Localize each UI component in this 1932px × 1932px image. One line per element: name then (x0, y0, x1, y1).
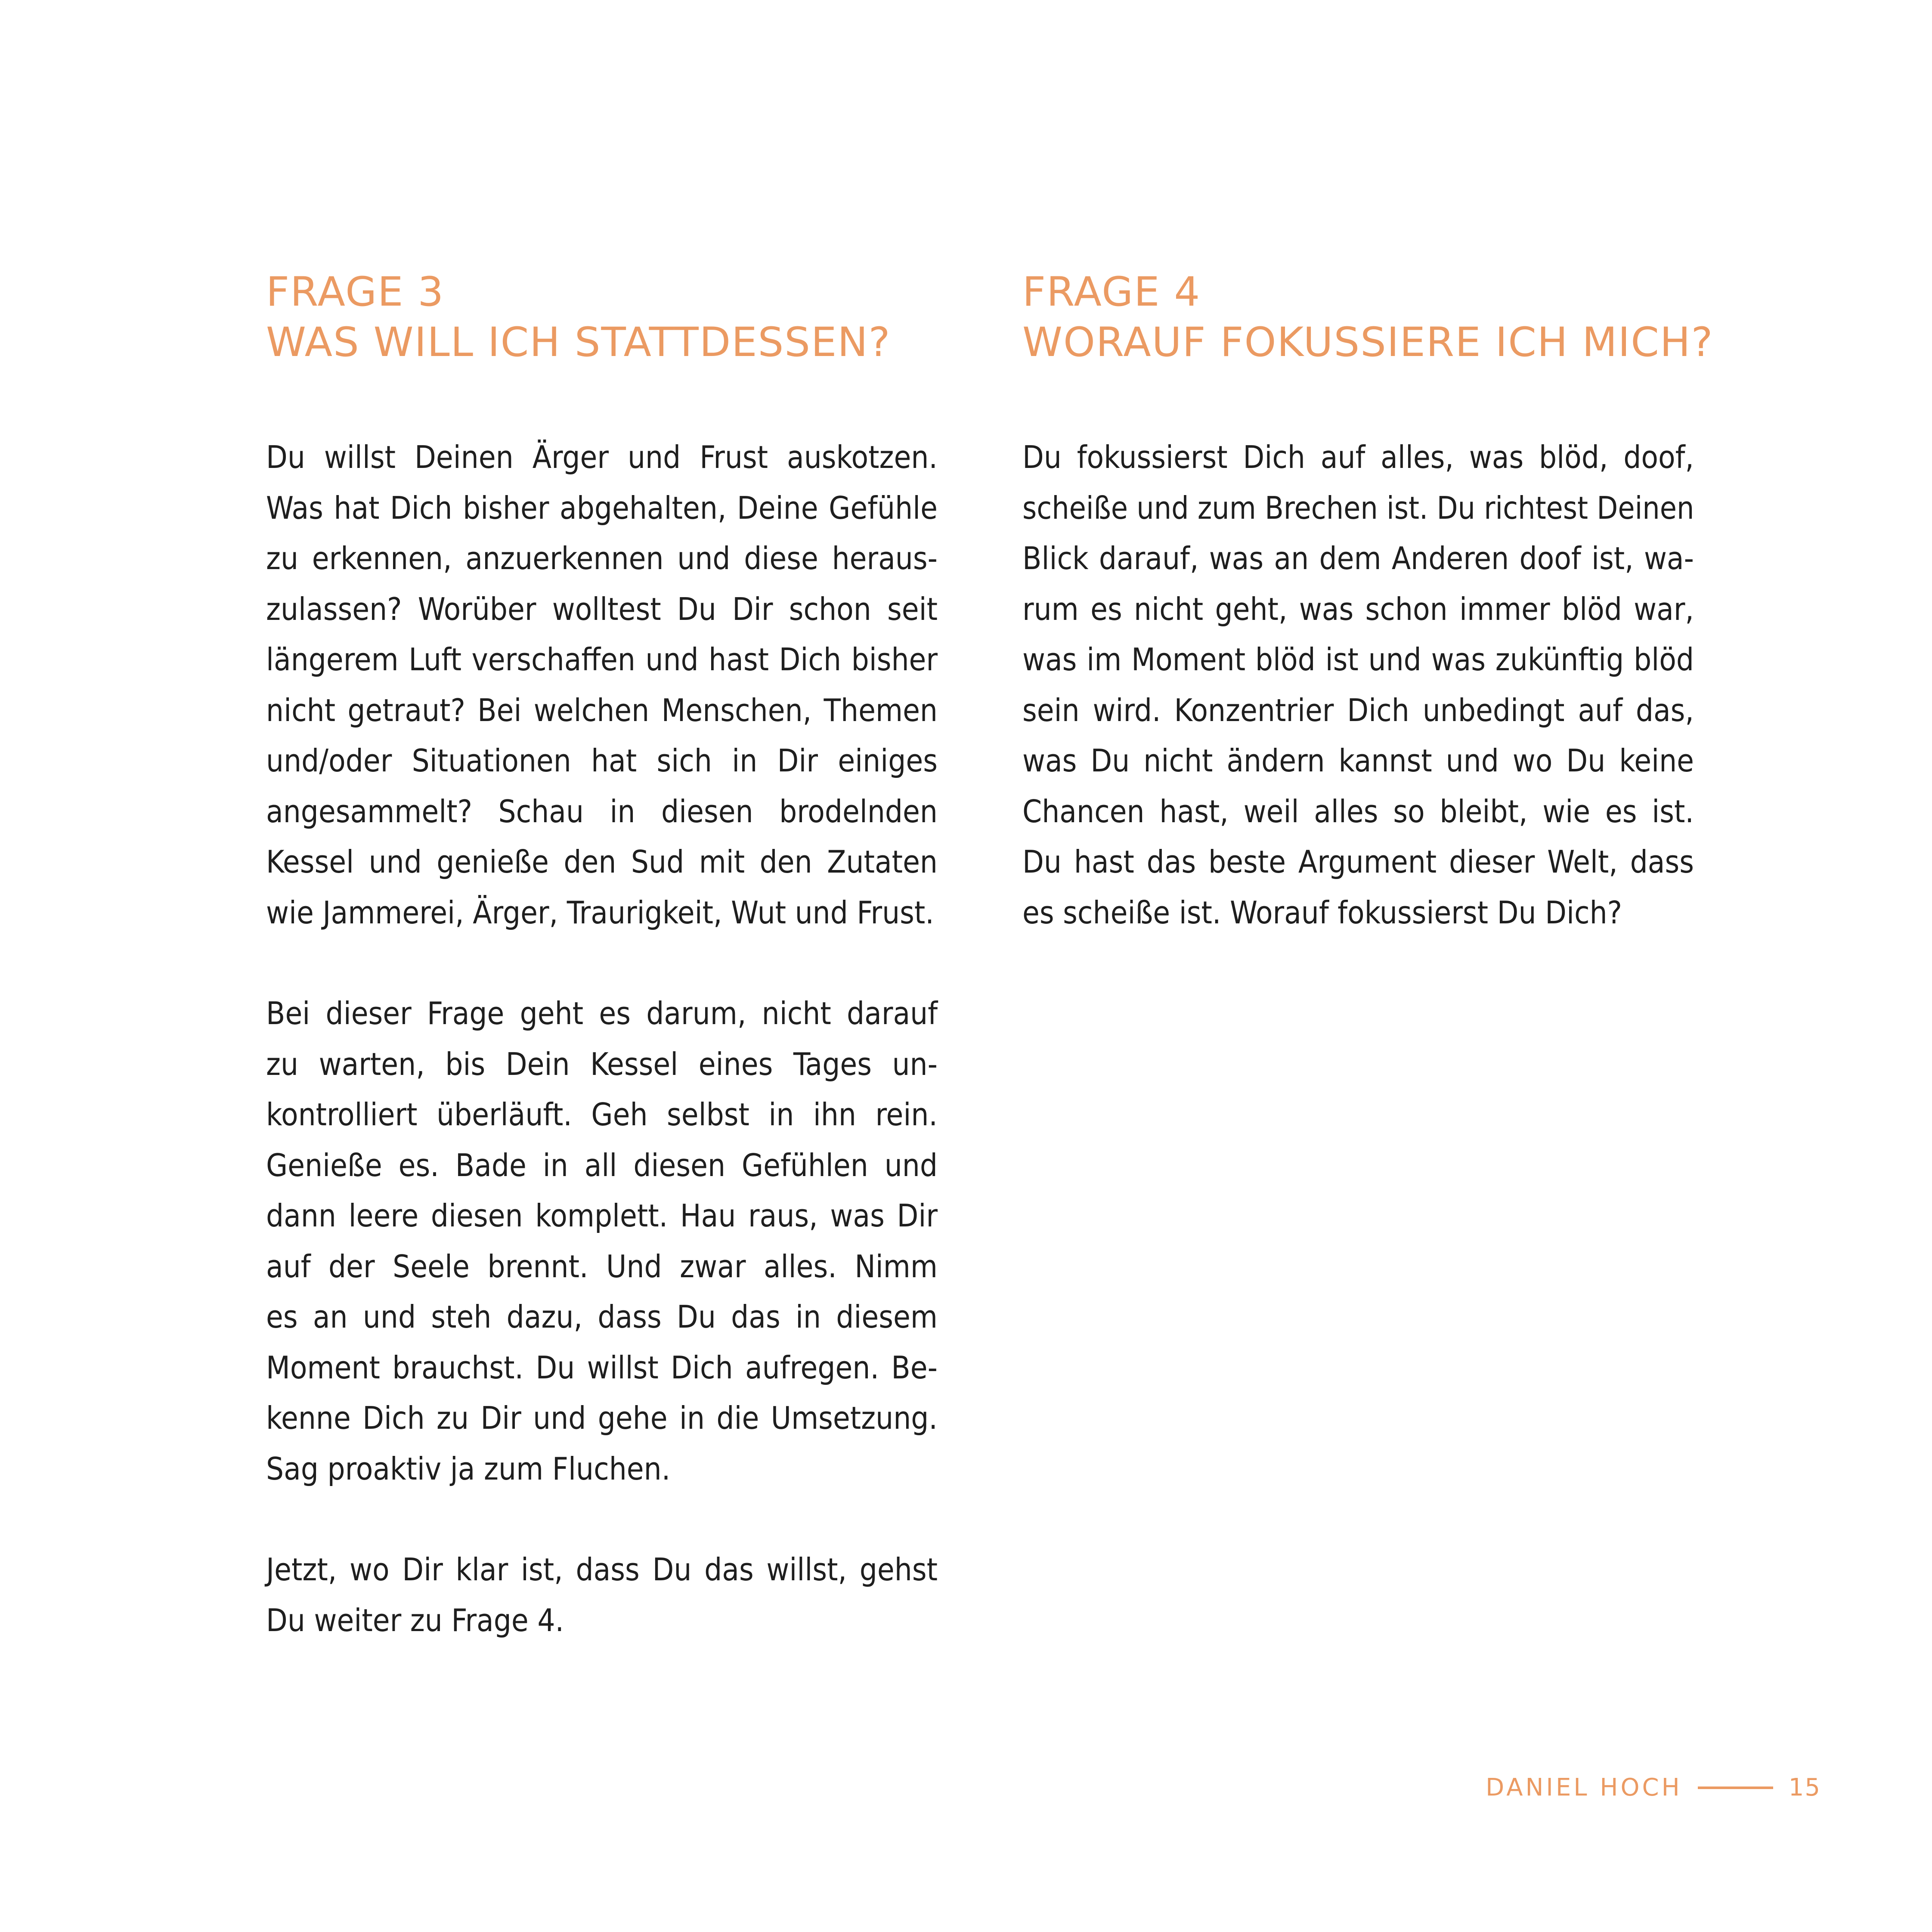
text-line: längerem Luft verschaffen und hast Dich bisher (266, 641, 938, 678)
text-line: Du willst Deinen Ärger und Frust auskotzen. (266, 439, 938, 475)
text-line: Genieße es. Bade in all diesen Gefühlen und (266, 1147, 938, 1183)
heading-line: FRAGE 3 (266, 269, 445, 316)
text-line: zu warten, bis Dein Kessel eines Tages un- (266, 1046, 938, 1082)
paragraph (266, 988, 938, 1494)
frage-3-heading (266, 267, 938, 368)
frage-4-heading (1022, 267, 1714, 368)
paragraph (266, 1545, 938, 1646)
text-line: Chancen hast, weil alles so bleibt, wie es ist. (1022, 793, 1694, 830)
text-line: Blick darauf, was an dem Anderen doof ist, wa- (1022, 540, 1694, 576)
text-line: was im Moment blöd ist und was zukünftig blöd (1022, 641, 1694, 678)
text-line: dann leere diesen komplett. Hau raus, was Dir (266, 1198, 938, 1234)
text-line: auf der Seele brennt. Und zwar alles. Nimm (266, 1248, 938, 1285)
text-line: was Du nicht ändern kannst und wo Du keine (1022, 743, 1694, 779)
page-footer (1486, 1774, 1821, 1802)
text-line: scheiße und zum Brechen ist. Du richtest Deinen (1022, 489, 1694, 526)
text-line: kontrolliert überläuft. Geh selbst in ihn rein. (266, 1096, 938, 1133)
text-line: wie Jammerei, Ärger, Traurigkeit, Wut und Frust. (266, 894, 934, 931)
text-line: nicht getraut? Bei welchen Menschen, Themen (266, 692, 938, 728)
left-body-text (266, 432, 938, 1646)
text-line: Du fokussierst Dich auf alles, was blöd, doof, (1022, 439, 1694, 475)
text-line: zulassen? Worüber wolltest Du Dir schon seit (266, 591, 938, 627)
page-number: 15 (1788, 1774, 1821, 1802)
text-line: Du weiter zu Frage 4. (266, 1602, 564, 1638)
text-line: zu erkennen, anzuerkennen und diese heraus- (266, 540, 938, 576)
author-name: DANIEL HOCH (1486, 1774, 1682, 1802)
heading-line: FRAGE 4 (1022, 269, 1201, 316)
right-body-text (1022, 432, 1694, 938)
text-line: es an und steh dazu, dass Du das in diesem (266, 1299, 938, 1335)
text-line: es scheiße ist. Worauf fokussierst Du Dich? (1022, 894, 1622, 931)
heading-line: WORAUF FOKUSSIERE ICH MICH? (1022, 319, 1714, 366)
left-column (266, 267, 938, 1696)
text-line: rum es nicht geht, was schon immer blöd war, (1022, 591, 1694, 627)
text-line: Kessel und genieße den Sud mit den Zutaten (266, 844, 938, 880)
text-line: kenne Dich zu Dir und gehe in die Umsetzung. (266, 1400, 938, 1436)
text-line: Jetzt, wo Dir klar ist, dass Du das willst, gehst (266, 1551, 938, 1588)
heading-line: WAS WILL ICH STATTDESSEN? (266, 319, 891, 366)
text-line: und/oder Situationen hat sich in Dir einiges (266, 743, 938, 779)
text-line: angesammelt? Schau in diesen brodelnden (266, 793, 938, 830)
paragraph (266, 432, 938, 938)
paragraph (1022, 432, 1694, 938)
text-line: Du hast das beste Argument dieser Welt, dass (1022, 844, 1694, 880)
right-column (1022, 267, 1714, 988)
text-line: Sag proaktiv ja zum Fluchen. (266, 1450, 671, 1487)
text-line: Bei dieser Frage geht es darum, nicht darauf (266, 995, 938, 1031)
text-line: sein wird. Konzentrier Dich unbedingt auf das, (1022, 692, 1694, 728)
text-line: Moment brauchst. Du willst Dich aufregen. Be- (266, 1349, 938, 1386)
footer-rule (1698, 1786, 1773, 1789)
text-line: Was hat Dich bisher abgehalten, Deine Gefühle (266, 489, 938, 526)
